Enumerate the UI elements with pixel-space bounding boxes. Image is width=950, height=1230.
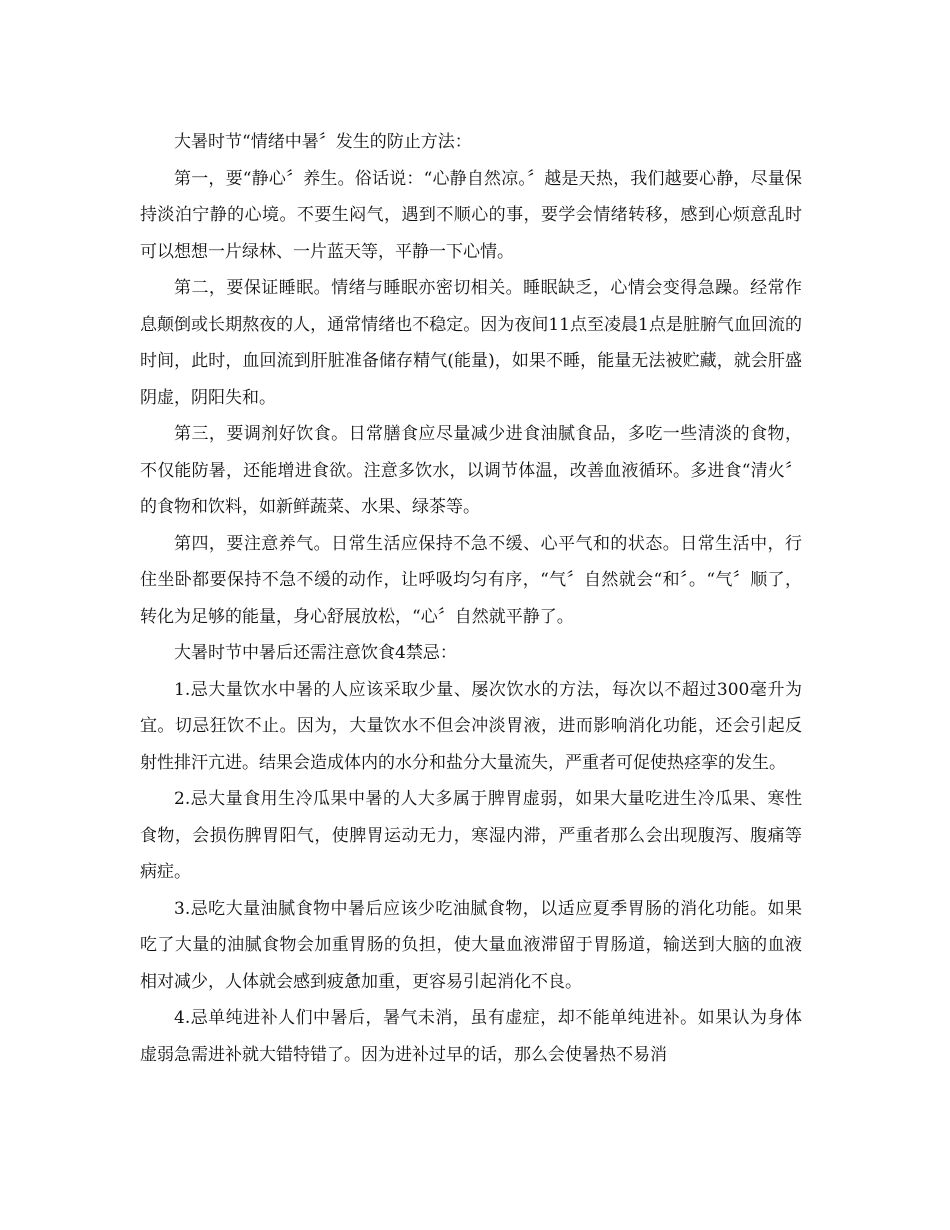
list-item-taboo-3: 3.忌吃大量油腻食物中暑后应该少吃油腻食物，以适应夏季胃肠的消化功能。如果吃了大量的油腻食物会加重胃肠的负担，使大量血液滞留于胃肠道，输送到大脑的血液相对减少，人体就会感到疲惫加重，更容易引起消化不良。 [140, 898, 802, 992]
document-body [140, 124, 802, 1073]
list-item-taboo-1: 1.忌大量饮水中暑的人应该采取少量、屡次饮水的方法，每次以不超过300毫升为宜。切忌狂饮不止。因为，大量饮水不但会冲淡胃液，进而影响消化功能，还会引起反射性排汗亢进。结果会造成体内的水分和盐分大量流失，严重者可促使热痉挛的发生。 [140, 679, 802, 773]
list-item-taboo-4: 4.忌单纯进补人们中暑后，暑气未消，虽有虚症，却不能单纯进补。如果认为身体虚弱急需进补就大错特错了。因为进补过早的话，那么会使暑热不易消 [140, 1008, 802, 1065]
paragraph-calm-mind: 第一，要“静心〞养生。俗话说：“心静自然凉。〞越是天热，我们越要心静，尽量保持淡泊宁静的心境。不要生闷气，遇到不顺心的事，要学会情绪转移，感到心烦意乱时可以想想一片绿林、一片蓝天等，平静一下心情。 [140, 168, 802, 262]
paragraph-qi: 第四，要注意养气。日常生活应保持不急不缓、心平气和的状态。日常生活中，行住坐卧都要保持不急不缓的动作，让呼吸均匀有序，“气〞自然就会“和〞。“气〞顺了，转化为足够的能量，身心舒展放松，“心〞自然就平静了。 [140, 533, 802, 627]
heading-prevention-methods: 大暑时节“情绪中暑〞发生的防止方法： [174, 132, 472, 152]
list-item-taboo-2: 2.忌大量食用生冷瓜果中暑的人大多属于脾胃虚弱，如果大量吃进生冷瓜果、寒性食物，会损伤脾胃阳气，使脾胃运动无力，寒湿内滞，严重者那么会出现腹泻、腹痛等病症。 [140, 789, 802, 882]
paragraph-sleep: 第二，要保证睡眠。情绪与睡眠亦密切相关。睡眠缺乏，心情会变得急躁。经常作息颠倒或长期熬夜的人，通常情绪也不稳定。因为夜间11点至凌晨1点是脏腑气血回流的时间，此时，血回流到肝脏准备储存精气(能量)，如果不睡，能量无法被贮藏，就会肝盛阴虚，阴阳失和。 [140, 278, 802, 408]
paragraph-diet: 第三，要调剂好饮食。日常膳食应尽量减少进食油腻食品，多吃一些清淡的食物，不仅能防暑，还能增进食欲。注意多饮水，以调节体温，改善血液循环。多进食“清火〞的食物和饮料，如新鲜蔬菜、水果、绿茶等。 [140, 424, 802, 517]
heading-diet-taboos: 大暑时节中暑后还需注意饮食4禁忌： [174, 643, 457, 663]
